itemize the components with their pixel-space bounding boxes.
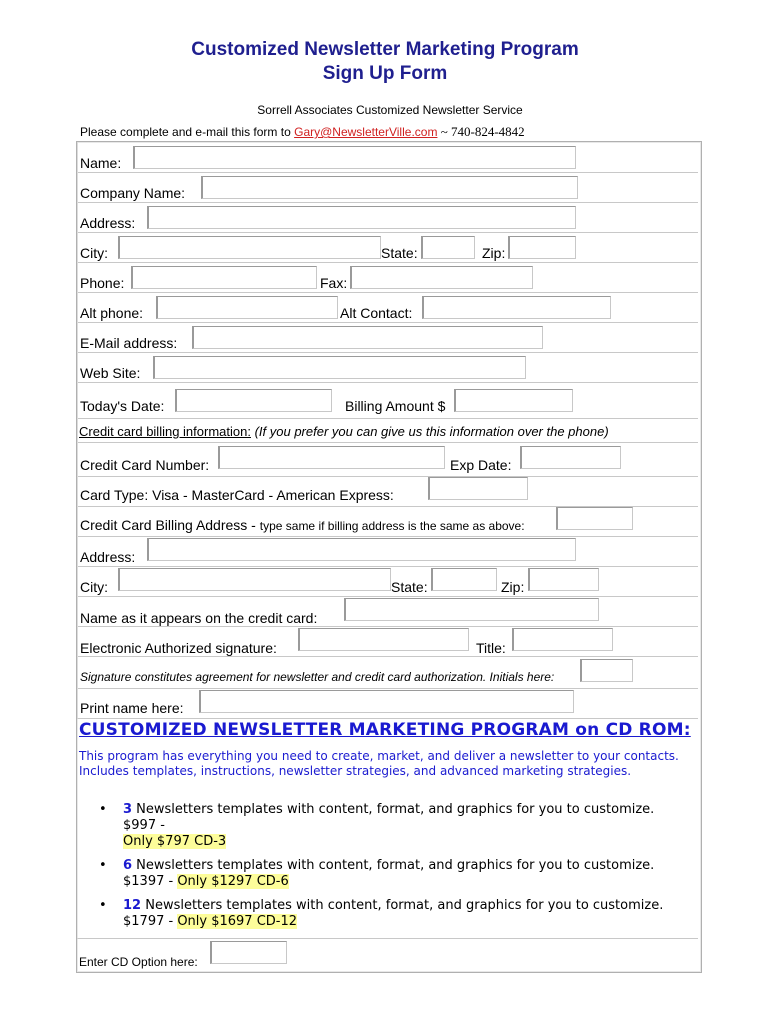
row-card-type [77, 476, 698, 507]
cc-city-label: City: [80, 579, 108, 595]
option-offer: Only $1697 CD-12 [177, 914, 298, 929]
row-website [77, 352, 698, 383]
row-alt [77, 292, 698, 323]
card-type-label: Card Type: Visa - MasterCard - American Express: [80, 487, 394, 503]
signature-input[interactable] [298, 628, 469, 651]
row-date [77, 382, 698, 419]
email-link[interactable]: Gary@NewsletterVille.com [294, 125, 438, 139]
cd-options-list [99, 802, 709, 938]
divider [77, 938, 698, 939]
title-line-1: Customized Newsletter Marketing Program [191, 39, 579, 60]
list-item [99, 858, 709, 890]
row-phone [77, 262, 698, 293]
cc-address-input[interactable] [147, 538, 576, 561]
name-on-card-input[interactable] [344, 598, 599, 621]
instructions-text: Please complete and e-mail this form to [80, 125, 295, 139]
list-item [99, 802, 709, 850]
option-price: $997 - [123, 818, 165, 833]
cc-state-input[interactable] [431, 568, 497, 591]
service-name: Sorrell Associates Customized Newsletter Service [257, 103, 523, 117]
cc-city-input[interactable] [118, 568, 391, 591]
option-count: 3 [123, 802, 133, 817]
option-count: 12 [123, 898, 142, 913]
cc-zip-label: Zip: [501, 579, 525, 595]
row-signature [77, 626, 698, 657]
title-label: Title: [476, 640, 506, 656]
bullet: • [99, 802, 107, 817]
option-offer: Only $797 CD-3 [123, 834, 227, 849]
option-offer: Only $1297 CD-6 [177, 874, 289, 889]
name-label: Name: [80, 155, 122, 171]
row-billing-address [77, 506, 698, 537]
initials-input[interactable] [580, 659, 633, 682]
billing-amount-input[interactable] [454, 389, 573, 412]
cd-option-label: Enter CD Option here: [79, 955, 198, 969]
cd-description: This program has everything you need to create, market, and deliver a newsletter to your contacts. Includes templates, instructions, newsletter strategies, and advanced marketing strategies. [79, 749, 679, 778]
row-cc-city [77, 566, 698, 597]
row-cc-address [77, 536, 698, 567]
credit-section-note: (If you prefer you can give us this information over the phone) [250, 424, 609, 439]
signup-form [76, 141, 702, 973]
option-price: $1797 - [123, 914, 178, 929]
exp-date-label: Exp Date: [450, 457, 512, 473]
billing-address-text: Credit Card Billing Address - [80, 517, 260, 533]
option-count: 6 [123, 858, 133, 873]
city-input[interactable] [118, 236, 381, 259]
billing-address-same-input[interactable] [556, 507, 633, 530]
phone-label: Phone: [80, 275, 125, 291]
city-label: City: [80, 245, 108, 261]
company-label: Company Name: [80, 185, 186, 201]
zip-input[interactable] [508, 236, 576, 259]
row-print-name [77, 688, 698, 719]
print-name-label: Print name here: [80, 700, 184, 716]
option-text: Newsletters templates with content, format, and graphics for you to customize. [141, 898, 664, 913]
card-number-input[interactable] [218, 446, 445, 469]
option-text: Newsletters templates with content, format, and graphics for you to customize. [132, 858, 655, 873]
billing-address-label [80, 517, 525, 533]
fax-input[interactable] [350, 266, 533, 289]
row-card-number [77, 442, 698, 477]
cc-address-label: Address: [80, 549, 136, 565]
row-name-on-card [77, 596, 698, 627]
title-input[interactable] [512, 628, 613, 651]
alt-contact-input[interactable] [422, 296, 611, 319]
row-city [77, 232, 698, 263]
company-input[interactable] [201, 176, 578, 199]
list-item [99, 898, 709, 930]
signature-label: Electronic Authorized signature: [80, 640, 277, 656]
todays-date-input[interactable] [175, 389, 332, 412]
credit-section-label: Credit card billing information: [79, 424, 251, 439]
card-number-label: Credit Card Number: [80, 457, 210, 473]
cc-zip-input[interactable] [528, 568, 599, 591]
card-type-input[interactable] [428, 477, 528, 500]
row-company [77, 172, 698, 203]
cd-heading: CUSTOMIZED NEWSLETTER MARKETING PROGRAM on CD ROM: [79, 720, 691, 740]
state-label: State: [381, 245, 418, 261]
name-input[interactable] [133, 146, 576, 169]
title-line-2: Sign Up Form [322, 63, 448, 84]
row-agreement [77, 656, 698, 689]
todays-date-label: Today's Date: [80, 398, 165, 414]
email-label: E-Mail address: [80, 335, 178, 351]
phone-input[interactable] [131, 266, 317, 289]
fax-label: Fax: [320, 275, 348, 291]
alt-phone-label: Alt phone: [80, 305, 144, 321]
phone-number: ~ 740-824-4842 [437, 124, 525, 139]
bullet: • [99, 898, 107, 913]
email-input[interactable] [192, 326, 543, 349]
website-input[interactable] [153, 356, 526, 379]
row-credit-header [77, 418, 698, 443]
row-email [77, 322, 698, 353]
address-input[interactable] [147, 206, 576, 229]
alt-phone-input[interactable] [156, 296, 338, 319]
option-text: Newsletters templates with content, format, and graphics for you to customize. [132, 802, 655, 817]
bullet: • [99, 858, 107, 873]
cc-state-label: State: [391, 579, 428, 595]
alt-contact-label: Alt Contact: [340, 305, 413, 321]
print-name-input[interactable] [199, 690, 574, 713]
state-input[interactable] [421, 236, 475, 259]
name-on-card-label: Name as it appears on the credit card: [80, 610, 318, 626]
agreement-text: Signature constitutes agreement for newsletter and credit card authorization. Initials here: [80, 670, 555, 684]
address-label: Address: [80, 215, 136, 231]
billing-amount-label: Billing Amount $ [345, 398, 446, 414]
zip-label: Zip: [482, 245, 506, 261]
row-name [77, 142, 698, 173]
website-label: Web Site: [80, 365, 141, 381]
option-price: $1397 - [123, 874, 178, 889]
billing-address-note: type same if billing address is the same as above: [259, 519, 525, 533]
instructions [80, 124, 525, 140]
row-address [77, 202, 698, 233]
form-title [0, 38, 770, 86]
cd-option-input[interactable] [210, 941, 287, 964]
exp-date-input[interactable] [520, 446, 621, 469]
